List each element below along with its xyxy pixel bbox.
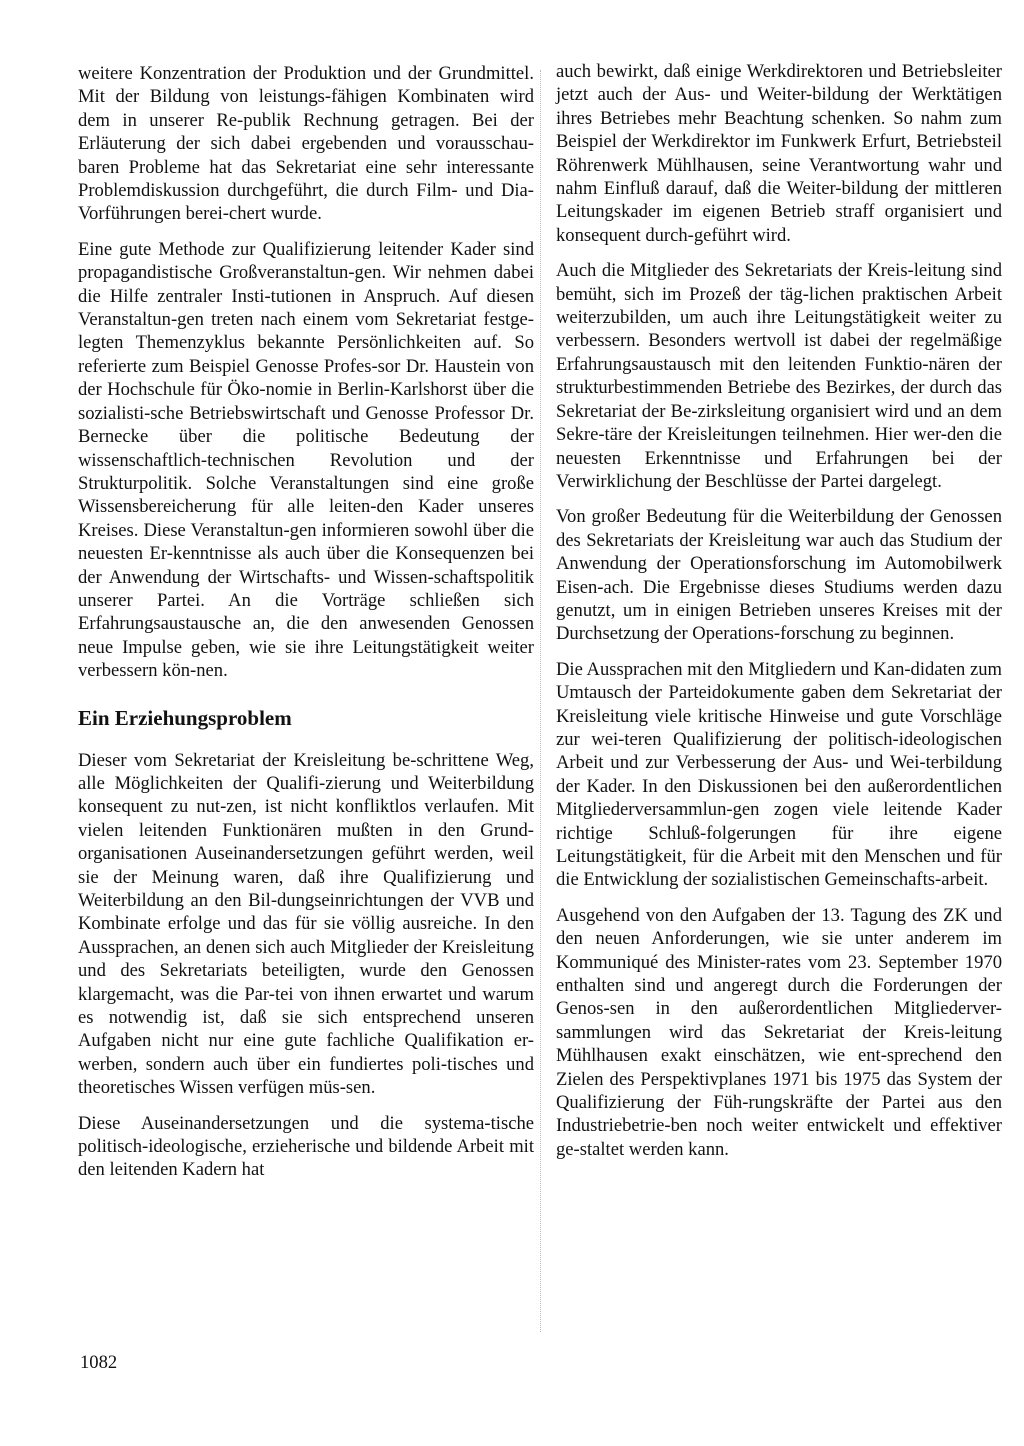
paragraph: Die Aussprachen mit den Mitgliedern und Kan-didaten zum Umtausch der Parteidokumente gaben dem Sekretariat der Kreisleitung viele kritische Hinweise und gute Vorschläge zur wei-teren Qualifizierung der politisch-ideologischen Arbeit und zur Verbesserung der Aus- und Wei-terbildung der Kader. In den Diskussionen bei den außerordentlichen Mitgliederversammlun-gen zogen viele leitende Kader richtige Schluß-folgerungen für ihre eigene Leitungstätigkeit, für die Arbeit mit den Menschen und für die Entwicklung der sozialistischen Gemeinschafts-arbeit. [556,658,1002,891]
paragraph: Dieser vom Sekretariat der Kreisleitung be-schrittene Weg, alle Möglichkeiten der Qualifi-zierung und Weiterbildung konsequent zu nut-zen, ist nicht konfliktlos verlaufen. Mit vielen leitenden Funktionären mußten in den Grund-organisationen Auseinandersetzungen geführt werden, weil sie der Meinung waren, daß ihre Qualifizierung und Weiterbildung an den Bil-dungseinrichtungen der VVB und Kombinate erfolge und das für sie völlig ausreiche. In den Aussprachen, an denen sich auch Mitglieder der Kreisleitung und des Sekretariats beteiligten, wurde den Genossen klargemacht, was die Par-tei von ihnen erwartet und warum es notwendig ist, daß sie sich entsprechend unseren Aufgaben nicht nur eine gute fachliche Qualifikation er-werben, sondern auch über ein fundiertes poli-tisches und theoretisches Wissen verfügen müs-sen. [78,749,534,1099]
paragraph: Eine gute Methode zur Qualifizierung leitender Kader sind propagandistische Großveranstaltun-gen. Wir nehmen dabei die Hilfe zentraler Insti-tutionen in Anspruch. Auf diesen Veranstaltun-gen treten nach einem vom Sekretariat festge-legten Themenzyklus bekannte Persönlichkeiten auf. So referierte zum Beispiel Genosse Profes-sor Dr. Haustein von der Hochschule für Öko-nomie in Berlin-Karlshorst über die sozialisti-sche Betriebswirtschaft und Genosse Professor Dr. Bernecke über die politische Bedeutung der wissenschaftlich-technischen Revolution und der Strukturpolitik. Solche Veranstaltungen sind eine große Wissensbereicherung für alle leiten-den Kader unseres Kreises. Diese Veranstaltun-gen informieren sowohl über die neuesten Er-kenntnisse als auch über die Konsequenzen bei der Anwendung der Wirtschafts- und Wissen-schaftspolitik unserer Partei. An die Vorträge schließen sich Erfahrungsaustausche an, die den anwesenden Genossen neue Impulse geben, wie sie ihre Leitungstätigkeit weiter verbessern kön-nen. [78,238,534,682]
paragraph: weitere Konzentration der Produktion und der Grundmittel. Mit der Bildung von leistungs-fähigen Kombinaten wird dem in unserer Re-publik Rechnung getragen. Bei der Erläuterung der sich dabei ergebenden und vorausschau-baren Probleme hat das Sekretariat eine sehr interessante Problemdiskussion durchgeführt, die durch Film- und Dia-Vorführungen berei-chert wurde. [78,63,534,225]
column-divider [540,70,541,1332]
paragraph: Diese Auseinandersetzungen und die systema-tische politisch-ideologische, erzieherische und bildende Arbeit mit den leitenden Kadern hat [78,1112,534,1181]
section-heading: Ein Erziehungsproblem [78,705,292,730]
paragraph: auch bewirkt, daß einige Werkdirektoren und Betriebsleiter jetzt auch der Aus- und Weiter-bildung der Werktätigen ihres Betriebes mehr Beachtung schenken. So nahm zum Beispiel der Werkdirektor im Funkwerk Erfurt, Betriebsteil Röhrenwerk Mühlhausen, seine Verantwortung wahr und nahm Einfluß darauf, daß die Weiter-bildung der mittleren Leitungskader im eigenen Betrieb straff organisiert und konsequent durch-geführt wird. [556,61,1002,246]
left-column [78,62,534,1194]
paragraph: Ausgehend von den Aufgaben der 13. Tagung des ZK und den neuen Anforderungen, wie sie unter anderem im Kommuniqué des Minister-rates vom 23. September 1970 enthalten sind und angeregt durch die Forderungen der Genos-sen in den außerordentlichen Mitgliederver-sammlungen wird das Sekretariat der Kreis-leitung Mühlhausen exakt einschätzen, wie ent-sprechend den Zielen des Perspektivplanes 1971 bis 1975 das System der Qualifizierung der Füh-rungskräfte der Partei aus den Industriebetrie-ben noch weiter entwickelt und effektiver ge-staltet werden kann. [556,904,1002,1160]
page-number: 1082 [80,1352,118,1373]
right-column [556,60,1002,1173]
paragraph: Von großer Bedeutung für die Weiterbildung der Genossen des Sekretariats der Kreisleitung war auch das Studium der Anwendung der Operationsforschung im Automobilwerk Eisen-ach. Die Ergebnisse dieses Studiums werden dazu genutzt, um in einigen Betrieben unseres Kreises mit der Durchsetzung der Operations-forschung zu beginnen. [556,506,1002,645]
paragraph: Auch die Mitglieder des Sekretariats der Kreis-leitung sind bemüht, sich im Prozeß der täg-lichen praktischen Arbeit weiterzubilden, um auch ihre Leitungstätigkeit weiter zu verbessern. Besonders wertvoll ist dabei der regelmäßige Erfahrungsaustausch mit den leitenden Funktio-nären der strukturbestimmenden Betriebe des Bezirkes, der durch das Sekretariat der Be-zirksleitung organisiert wird und an dem Sekre-täre der Kreisleitungen teilnehmen. Hier wer-den die neuesten Erkenntnisse und Erfahrungen bei der Verwirklichung der Beschlüsse der Partei dargelegt. [556,260,1002,492]
